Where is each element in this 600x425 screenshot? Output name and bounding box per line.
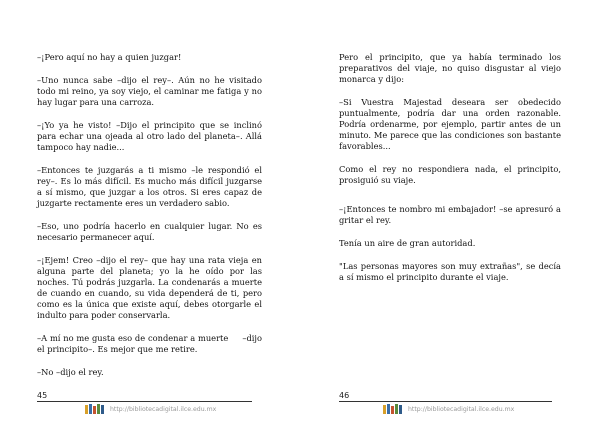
paragraph: –Entonces te juzgarás a ti mismo –le respondió el rey–. Es lo más difícil. Es mucho más difícil juzgarse a sí mismo, que juzgar a los otros. Si eres capaz de juzgarte rectamente eres un verdadero sabio. xyxy=(37,165,262,208)
paragraph: –Eso, uno podría hacerlo en cualquier lugar. No es necesario permanecer aquí. xyxy=(37,221,262,242)
paragraph: "Las personas mayores son muy extrañas", se decía a sí mismo el principito durante el viaje. xyxy=(339,261,561,282)
paragraph-part: –A mí no me gusta eso de condenar a muerte xyxy=(37,333,229,343)
paragraph: Como el rey no respondiera nada, el principito, prosiguió su viaje. xyxy=(339,164,561,185)
paragraph: –Uno nunca sabe –dijo el rey–. Aún no he visitado todo mi reino, ya soy viejo, el caminar me fatiga y no hay lugar para una carroza. xyxy=(37,75,262,107)
page-number: 45 xyxy=(37,391,48,400)
footer xyxy=(383,404,514,414)
left-page-text xyxy=(37,52,262,390)
footer-url[interactable]: http://bibliotecadigital.ilce.edu.mx xyxy=(110,405,217,413)
books-icon xyxy=(383,404,402,414)
paragraph: –¡Entonces te nombro mi embajador! –se apresuró a gritar el rey. xyxy=(339,204,561,225)
books-icon xyxy=(85,404,104,414)
paragraph-part: –dijo el principito–. Es mejor que me retire. xyxy=(37,333,262,354)
paragraph: Pero el principito, que ya había terminado los preparativos del viaje, no quiso disgustar al viejo monarca y dijo: xyxy=(339,52,561,84)
paragraph xyxy=(37,333,262,355)
paragraph: –Si Vuestra Majestad deseara ser obedecido puntualmente, podría dar una orden razonable. Podría ordenarme, por ejemplo, partir antes de un minuto. Me parece que las condiciones son bastante favorables... xyxy=(339,97,561,151)
right-page xyxy=(300,0,600,425)
paragraph: Tenía un aire de gran autoridad. xyxy=(339,238,476,248)
footer-url[interactable]: http://bibliotecadigital.ilce.edu.mx xyxy=(408,405,515,413)
paragraph: –No –dijo el rey. xyxy=(37,367,104,377)
footer-divider xyxy=(37,401,252,402)
right-page-text xyxy=(339,52,561,295)
paragraph: –¡Yo ya he visto! –Dijo el principito que se inclinó para echar una ojeada al otro lado del planeta–. Allá tampoco hay nadie... xyxy=(37,120,262,152)
paragraph: –¡Pero aquí no hay a quien juzgar! xyxy=(37,52,182,62)
paragraph: –¡Ejem! Creo –dijo el rey– que hay una rata vieja en alguna parte del planeta; yo la he oído por las noches. Tú podrás juzgarla. La condenarás a muerte de cuando en cuando, su vida dependerá de ti, pero como es la única que existe aquí, debes otorgarle el indulto para poder conservarla. xyxy=(37,255,262,320)
footer-divider xyxy=(339,401,552,402)
page-number: 46 xyxy=(339,391,350,400)
footer xyxy=(85,404,216,414)
